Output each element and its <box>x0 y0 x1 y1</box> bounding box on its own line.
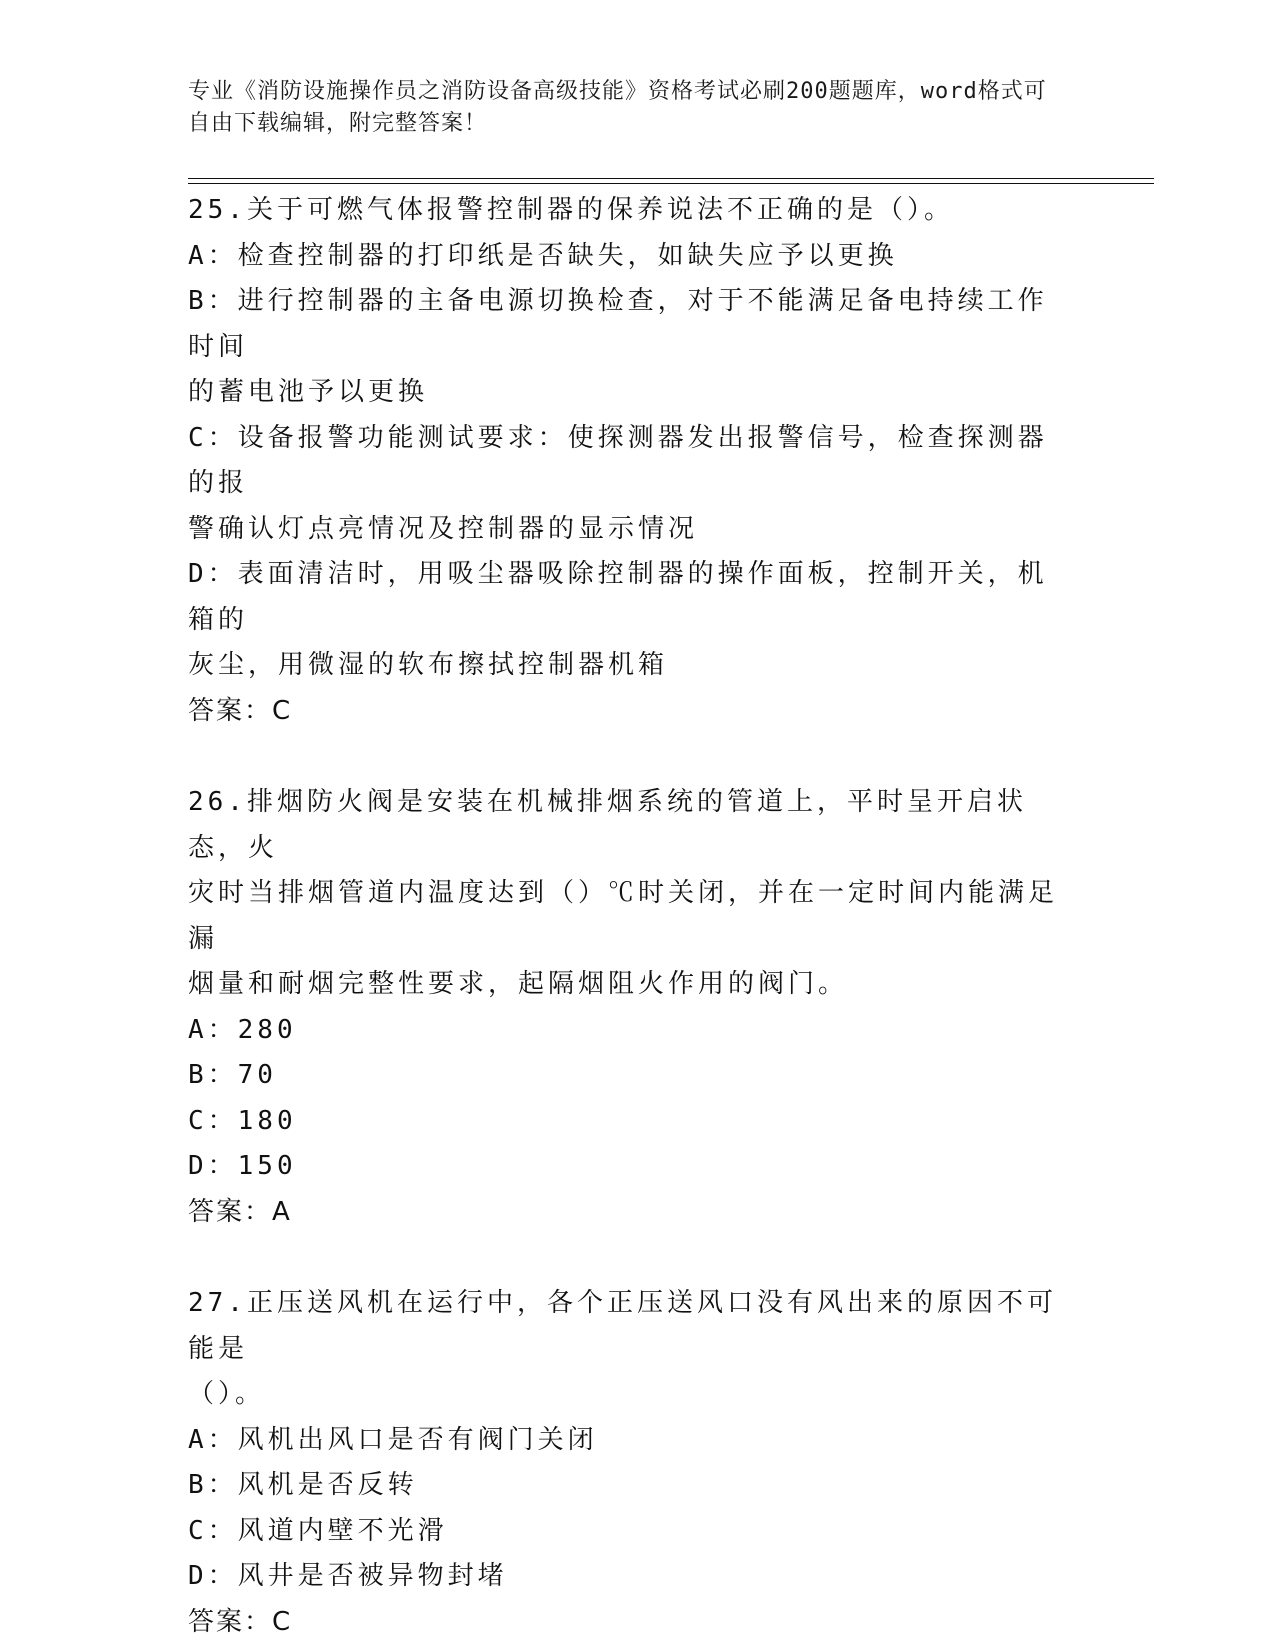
option-a: A：风机出风口是否有阀门关闭 <box>188 1424 598 1455</box>
option-c: C：180 <box>188 1105 297 1136</box>
header-divider-top <box>188 178 1154 179</box>
option-b: B：70 <box>188 1060 277 1090</box>
option-c: C：风道内壁不光滑 <box>188 1515 448 1546</box>
question-list <box>188 188 1068 1645</box>
option-c: C：设备报警功能测试要求：使探测器发出报警信号，检查探测器的报 <box>188 422 1048 498</box>
question-25 <box>188 188 1068 734</box>
question-stem-line: 26.排烟防火阀是安装在机械排烟系统的管道上，平时呈开启状态，火 <box>188 787 1027 863</box>
option-c-continued: 警确认灯点亮情况及控制器的显示情况 <box>188 513 699 544</box>
option-d: D：风井是否被异物封堵 <box>188 1561 508 1591</box>
question-stem-line: （）。 <box>188 1379 266 1409</box>
answer-line: 答案：C <box>188 1606 293 1637</box>
document-header <box>188 76 1068 140</box>
answer-line: 答案：A <box>188 1196 292 1227</box>
question-27 <box>188 1281 1068 1645</box>
option-d: D：150 <box>188 1151 297 1181</box>
question-gap <box>188 734 1068 780</box>
question-stem-line: 烟量和耐烟完整性要求，起隔烟阻火作用的阀门。 <box>188 969 849 999</box>
question-stem-line: 灾时当排烟管道内温度达到（）℃时关闭，并在一定时间内能满足漏 <box>188 878 1059 954</box>
header-divider-bottom <box>188 183 1154 184</box>
option-d: D：表面清洁时，用吸尘器吸除控制器的操作面板，控制开关，机箱的 <box>188 559 1048 635</box>
option-b-continued: 的蓄电池予以更换 <box>188 377 429 407</box>
option-b: B：进行控制器的主备电源切换检查，对于不能满足备电持续工作时间 <box>188 286 1048 362</box>
header-intro-text: 专业《消防设施操作员之消防设备高级技能》资格考试必刷200题题库，word格式可自由下载编辑，附完整答案！ <box>188 79 1047 136</box>
question-26 <box>188 780 1068 1235</box>
option-a: A：280 <box>188 1014 297 1045</box>
question-stem-line: 27.正压送风机在运行中，各个正压送风口没有风出来的原因不可能是 <box>188 1288 1057 1364</box>
option-b: B：风机是否反转 <box>188 1470 418 1500</box>
answer-line: 答案：C <box>188 695 293 726</box>
question-stem-line: 25.关于可燃气体报警控制器的保养说法不正确的是（）。 <box>188 195 954 225</box>
option-d-continued: 灰尘，用微湿的软布擦拭控制器机箱 <box>188 650 669 680</box>
question-gap <box>188 1235 1068 1281</box>
option-a: A：检查控制器的打印纸是否缺失，如缺失应予以更换 <box>188 240 898 271</box>
